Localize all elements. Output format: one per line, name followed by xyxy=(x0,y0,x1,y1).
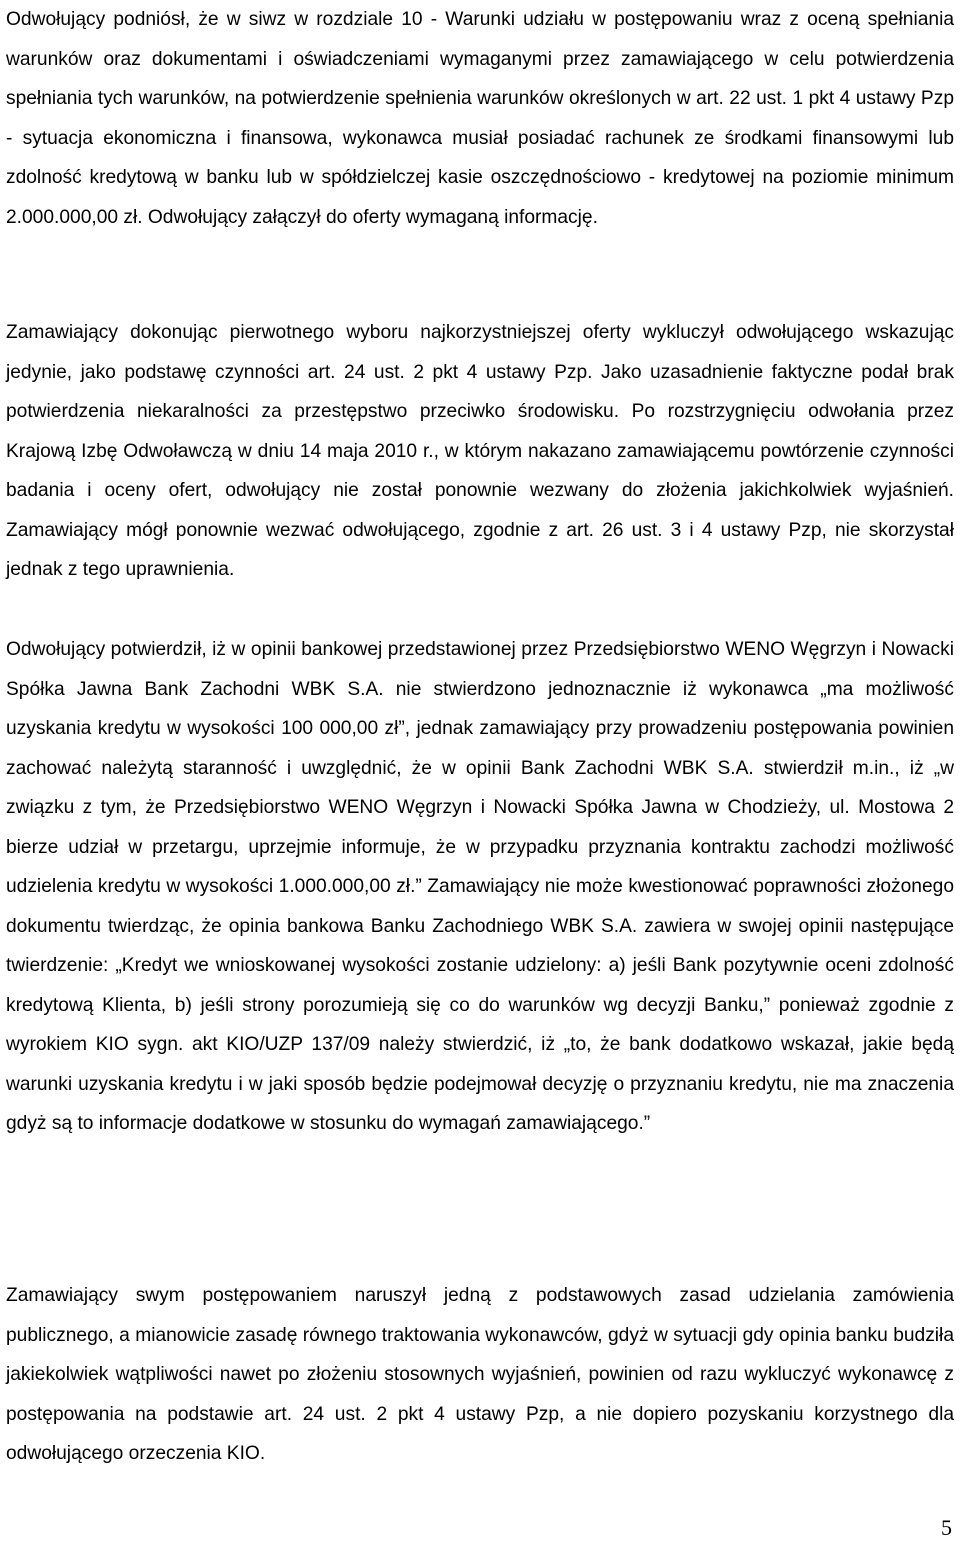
paragraph-appellant-claim: Odwołujący podniósł, że w siwz w rozdziale 10 - Warunki udziału w postępowaniu wraz z oceną spełniania warunków oraz dokumentami i oświadczeniami wymaganymi przez zamawiającego w celu potwierdzenia spełniania tych warunków, na potwierdzenie spełnienia warunków określonych w art. 22 ust. 1 pkt 4 ustawy Pzp - sytuacja ekonomiczna i finansowa, wykonawca musiał posiadać rachunek ze środkami finansowymi lub zdolność kredytową w banku lub w spółdzielczej kasie oszczędnościowo - kredytowej na poziomie minimum 2.000.000,00 zł. Odwołujący załączył do oferty wymaganą informację. xyxy=(6,9,954,228)
document-page xyxy=(6,0,954,1541)
paragraph-exclusion: Zamawiający dokonując pierwotnego wyboru najkorzystniejszej oferty wykluczył odwołującego wskazując jedynie, jako podstawę czynności art. 24 ust. 2 pkt 4 ustawy Pzp. Jako uzasadnienie faktyczne podał brak potwierdzenia niekaralności za przestępstwo przeciwko środowisku. Po rozstrzygnięciu odwołania przez Krajową Izbę Odwoławczą w dniu 14 maja 2010 r., w którym nakazano zamawiającemu powtórzenie czynności badania i oceny ofert, odwołujący nie został ponownie wezwany do złożenia jakichkolwiek wyjaśnień. Zamawiający mógł ponownie wezwać odwołującego, zgodnie z art. 26 ust. 3 i 4 ustawy Pzp, nie skorzystał jednak z tego uprawnienia. xyxy=(6,322,954,580)
paragraph-equal-treatment: Zamawiający swym postępowaniem naruszył jedną z podstawowych zasad udzielania zamówienia publicznego, a mianowicie zasadę równego traktowania wykonawców, gdyż w sytuacji gdy opinia banku budziła jakiekolwiek wątpliwości nawet po złożeniu stosownych wyjaśnień, powinien od razu wykluczyć wykonawcę z postępowania na podstawie art. 24 ust. 2 pkt 4 ustawy Pzp, a nie dopiero pozyskaniu korzystnego dla odwołującego orzeczenia KIO. xyxy=(6,1285,954,1464)
page-number: 5 xyxy=(941,1515,952,1540)
paragraph-bank-opinion: Odwołujący potwierdził, iż w opinii bankowej przedstawionej przez Przedsiębiorstwo WENO Węgrzyn i Nowacki Spółka Jawna Bank Zachodni WBK S.A. nie stwierdzono jednoznacznie iż wykonawca „ma możliwość uzyskania kredytu w wysokości 100 000,00 zł”, jednak zamawiający przy prowadzeniu postępowania powinien zachować należytą staranność i uwzględnić, że w opinii Bank Zachodni WBK S.A. stwierdził m.in., iż „w związku z tym, że Przedsiębiorstwo WENO Węgrzyn i Nowacki Spółka Jawna w Chodzieży, ul. Mostowa 2 bierze udział w przetargu, uprzejmie informuje, że w przypadku przyznania kontraktu zachodzi możliwość udzielenia kredytu w wysokości 1.000.000,00 zł.” Zamawiający nie może kwestionować poprawności złożonego dokumentu twierdząc, że opinia bankowa Banku Zachodniego WBK S.A. zawiera w swojej opinii następujące twierdzenie: „Kredyt we wnioskowanej wysokości zostanie udzielony: a) jeśli Bank pozytywnie oceni zdolność kredytową Klienta, b) jeśli strony porozumieją się co do warunków wg decyzji Banku,” ponieważ zgodnie z wyrokiem KIO sygn. akt KIO/UZP 137/09 należy stwierdzić, iż „to, że bank dodatkowo wskazał, jakie będą warunki uzyskania kredytu i w jaki sposób będzie podejmował decyzję o przyznaniu kredytu, nie ma znaczenia gdyż są to informacje dodatkowe w stosunku do wymagań zamawiającego.” xyxy=(6,639,954,1134)
